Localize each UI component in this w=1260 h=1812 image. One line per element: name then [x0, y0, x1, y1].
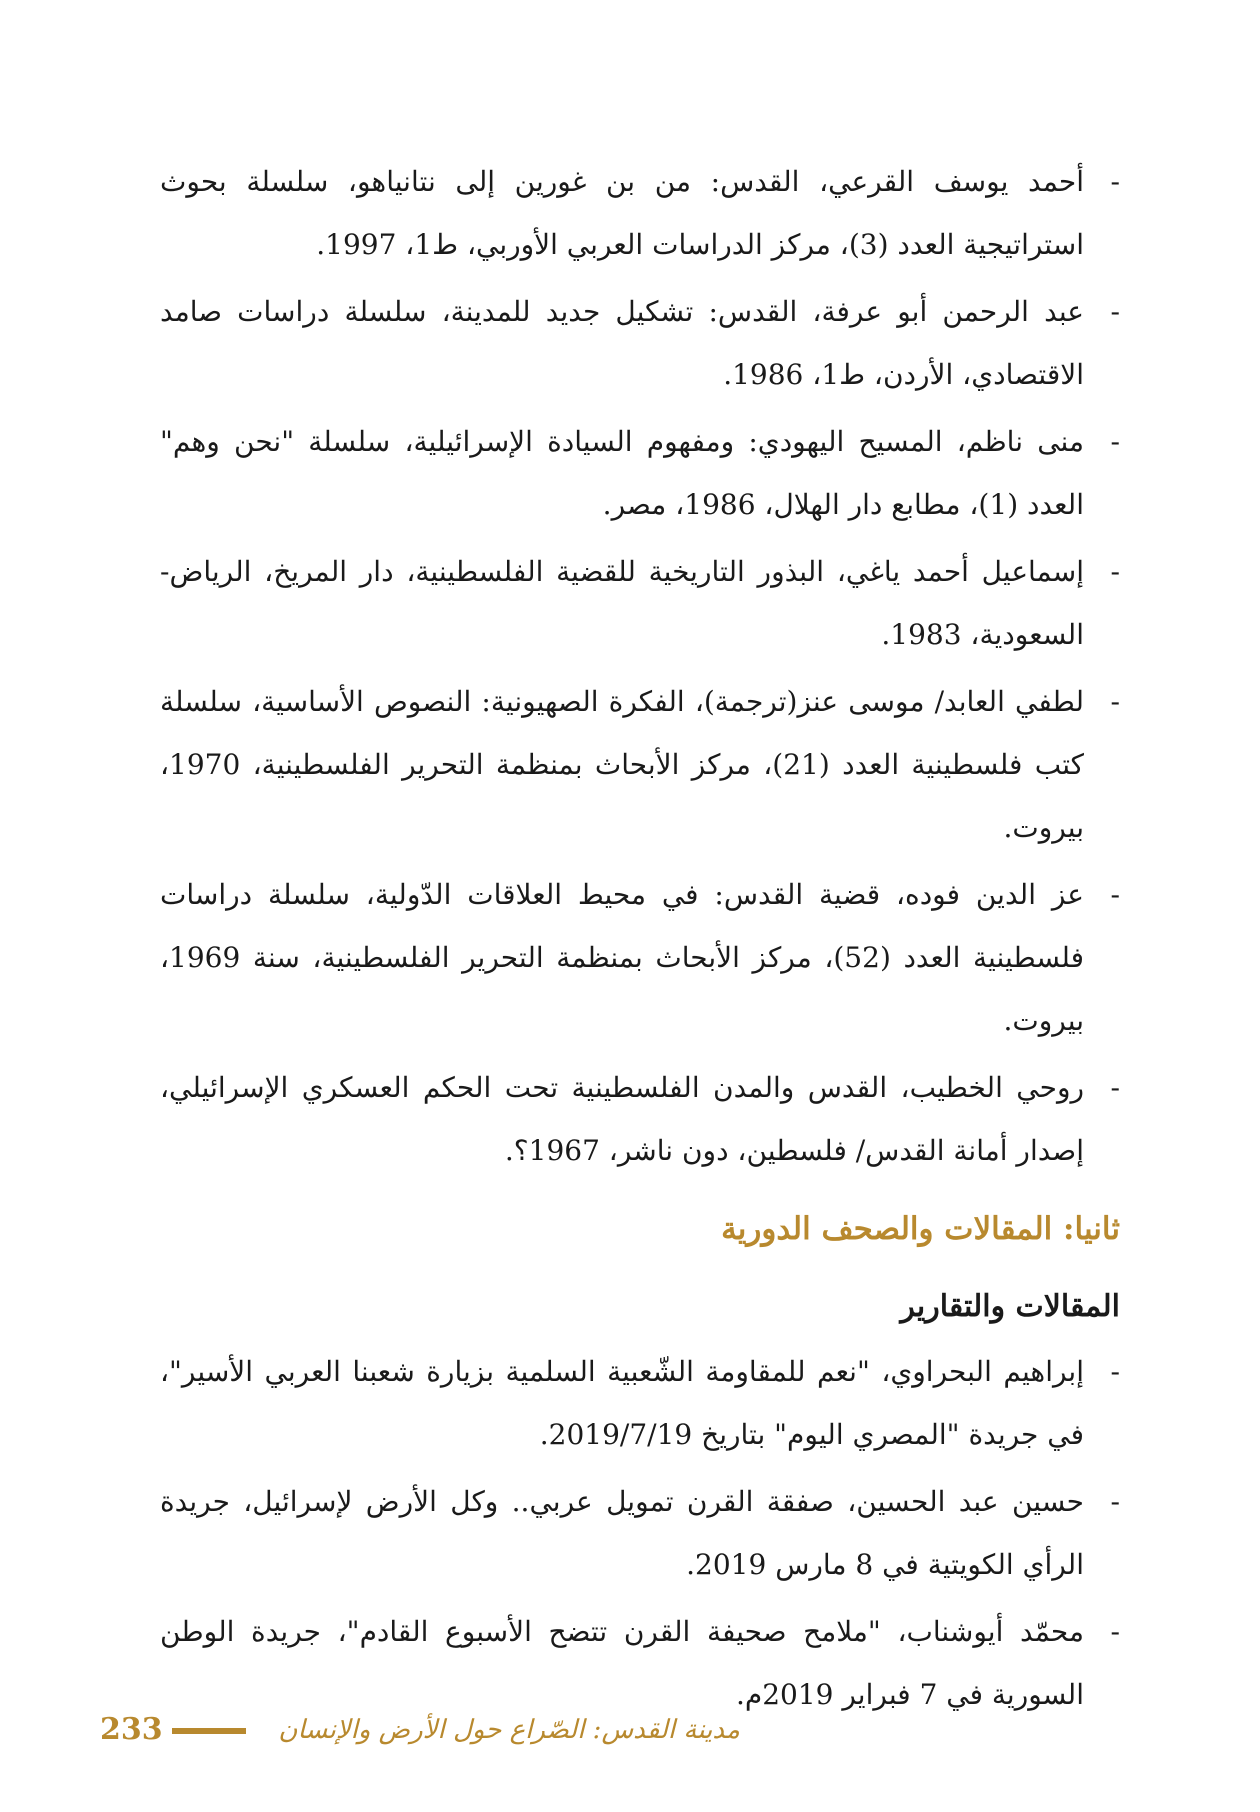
article-item: [160, 1470, 1120, 1596]
articles-reference-list: [160, 1340, 1120, 1726]
reference-item: [160, 1056, 1120, 1182]
page-content: [160, 150, 1120, 1730]
books-reference-list: [160, 150, 1120, 1182]
running-book-title: مدينة القدس: الصّراع حول الأرض والإنسان: [278, 1715, 740, 1745]
sub-heading: المقالات والتقارير: [900, 1289, 1120, 1324]
reference-item: [160, 863, 1120, 1052]
section-heading: ثانيا: المقالات والصحف الدورية: [721, 1211, 1120, 1247]
reference-text: روحي الخطيب، القدس والمدن الفلسطينية تحت الحكم العسكري الإسرائيلي، إصدار أمانة القدس/ فلسطين، دون ناشر، 1967؟.: [160, 1071, 1084, 1167]
page-footer: [100, 1710, 740, 1750]
reference-text: لطفي العابد/ موسى عنز(ترجمة)، الفكرة الصهيونية: النصوص الأساسية، سلسلة كتب فلسطينية العدد (21)، مركز الأبحاث بمنظمة التحرير الفلسطينية، 1970، بيروت.: [160, 685, 1084, 844]
list-dash: -: [1110, 295, 1120, 328]
article-text: حسين عبد الحسين، صفقة القرن تمويل عربي.. وكل الأرض لإسرائيل، جريدة الرأي الكويتية في 8 مارس 2019.: [160, 1485, 1084, 1581]
reference-text: عبد الرحمن أبو عرفة، القدس: تشكيل جديد للمدينة، سلسلة دراسات صامد الاقتصادي، الأردن، ط1، 1986.: [160, 295, 1084, 391]
reference-item: [160, 150, 1120, 276]
list-dash: -: [1110, 878, 1120, 911]
reference-text: عز الدين فوده، قضية القدس: في محيط العلاقات الدّولية، سلسلة دراسات فلسطينية العدد (52)، مركز الأبحاث بمنظمة التحرير الفلسطينية، سنة 1969، بيروت.: [160, 878, 1084, 1037]
list-dash: -: [1110, 1355, 1120, 1388]
list-dash: -: [1110, 165, 1120, 198]
list-dash: -: [1110, 425, 1120, 458]
article-text: محمّد أيوشناب، "ملامح صحيفة القرن تتضح الأسبوع القادم"، جريدة الوطن السورية في 7 فبراير 2019م.: [160, 1615, 1084, 1711]
article-item: [160, 1340, 1120, 1466]
list-dash: -: [1110, 685, 1120, 718]
reference-item: [160, 410, 1120, 536]
reference-item: [160, 280, 1120, 406]
article-item: [160, 1600, 1120, 1726]
list-dash: -: [1110, 1615, 1120, 1648]
reference-text: إسماعيل أحمد ياغي، البذور التاريخية للقضية الفلسطينية، دار المريخ، الرياض- السعودية، 1983.: [160, 555, 1084, 651]
list-dash: -: [1110, 555, 1120, 588]
reference-item: [160, 670, 1120, 859]
list-dash: -: [1110, 1485, 1120, 1518]
page-number: 233: [100, 1712, 163, 1747]
reference-item: [160, 540, 1120, 666]
footer-divider-bar: [172, 1728, 246, 1734]
reference-text: منى ناظم، المسيح اليهودي: ومفهوم السيادة الإسرائيلية، سلسلة "نحن وهم" العدد (1)، مطابع دار الهلال، 1986، مصر.: [160, 425, 1084, 521]
article-text: إبراهيم البحراوي، "نعم للمقاومة الشّعبية السلمية بزيارة شعبنا العربي الأسير"، في جريدة "المصري اليوم" بتاريخ 2019/7/19.: [160, 1355, 1085, 1451]
reference-text: أحمد يوسف القرعي، القدس: من بن غورين إلى نتانياهو، سلسلة بحوث استراتيجية العدد (3)، مركز الدراسات العربي الأوربي، ط1، 1997.: [160, 165, 1084, 261]
list-dash: -: [1110, 1071, 1120, 1104]
